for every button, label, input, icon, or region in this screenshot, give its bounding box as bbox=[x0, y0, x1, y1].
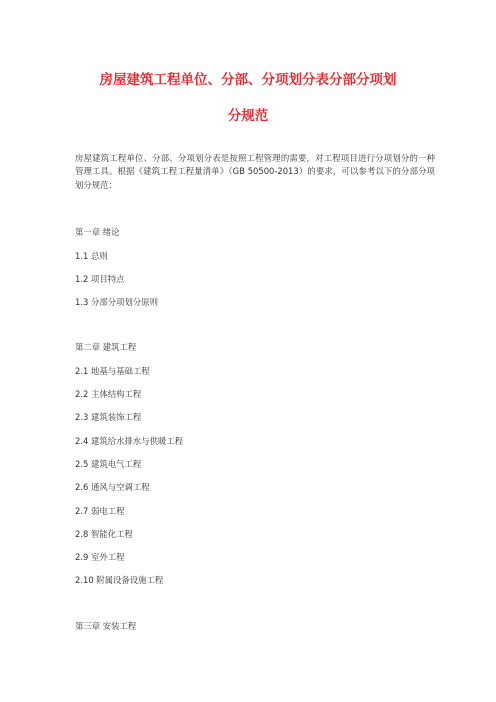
list-item: 2.10 附属设备设施工程 bbox=[75, 575, 164, 585]
chapter-heading: 第三章 安装工程 bbox=[75, 621, 137, 631]
list-item: 2.7 弱电工程 bbox=[75, 506, 125, 516]
list-item: 2.9 室外工程 bbox=[75, 552, 125, 562]
list-item: 2.8 智能化工程 bbox=[75, 529, 133, 539]
list-item: 2.1 地基与基础工程 bbox=[75, 366, 150, 376]
document-title-line-2: 分规范 bbox=[227, 108, 269, 124]
list-item: 2.4 建筑给水排水与供暖工程 bbox=[75, 436, 184, 446]
list-item: 1.1 总则 bbox=[75, 251, 108, 261]
intro-paragraph: 房屋建筑工程单位、分部、分项划分表是按照工程管理的需要，对工程项目进行分项划分的一种管理工具。根据《建筑工程工程量清单》（GB 50500-2013）的要求，可以参考以下的分部分项划分规范： bbox=[75, 153, 435, 190]
chapter-heading: 第二章 建筑工程 bbox=[75, 342, 137, 352]
list-item: 1.3 分部分项划分原则 bbox=[75, 297, 158, 307]
list-item: 2.6 通风与空调工程 bbox=[75, 482, 150, 492]
list-item: 2.2 主体结构工程 bbox=[75, 389, 142, 399]
list-item: 2.5 建筑电气工程 bbox=[75, 459, 142, 469]
document-title-line-1: 房屋建筑工程单位、分部、分项划分表分部分项划 bbox=[99, 72, 397, 88]
list-item: 2.3 建筑装饰工程 bbox=[75, 412, 142, 422]
list-item: 1.2 项目特点 bbox=[75, 274, 125, 284]
chapter-heading: 第一章 绪论 bbox=[75, 227, 120, 237]
